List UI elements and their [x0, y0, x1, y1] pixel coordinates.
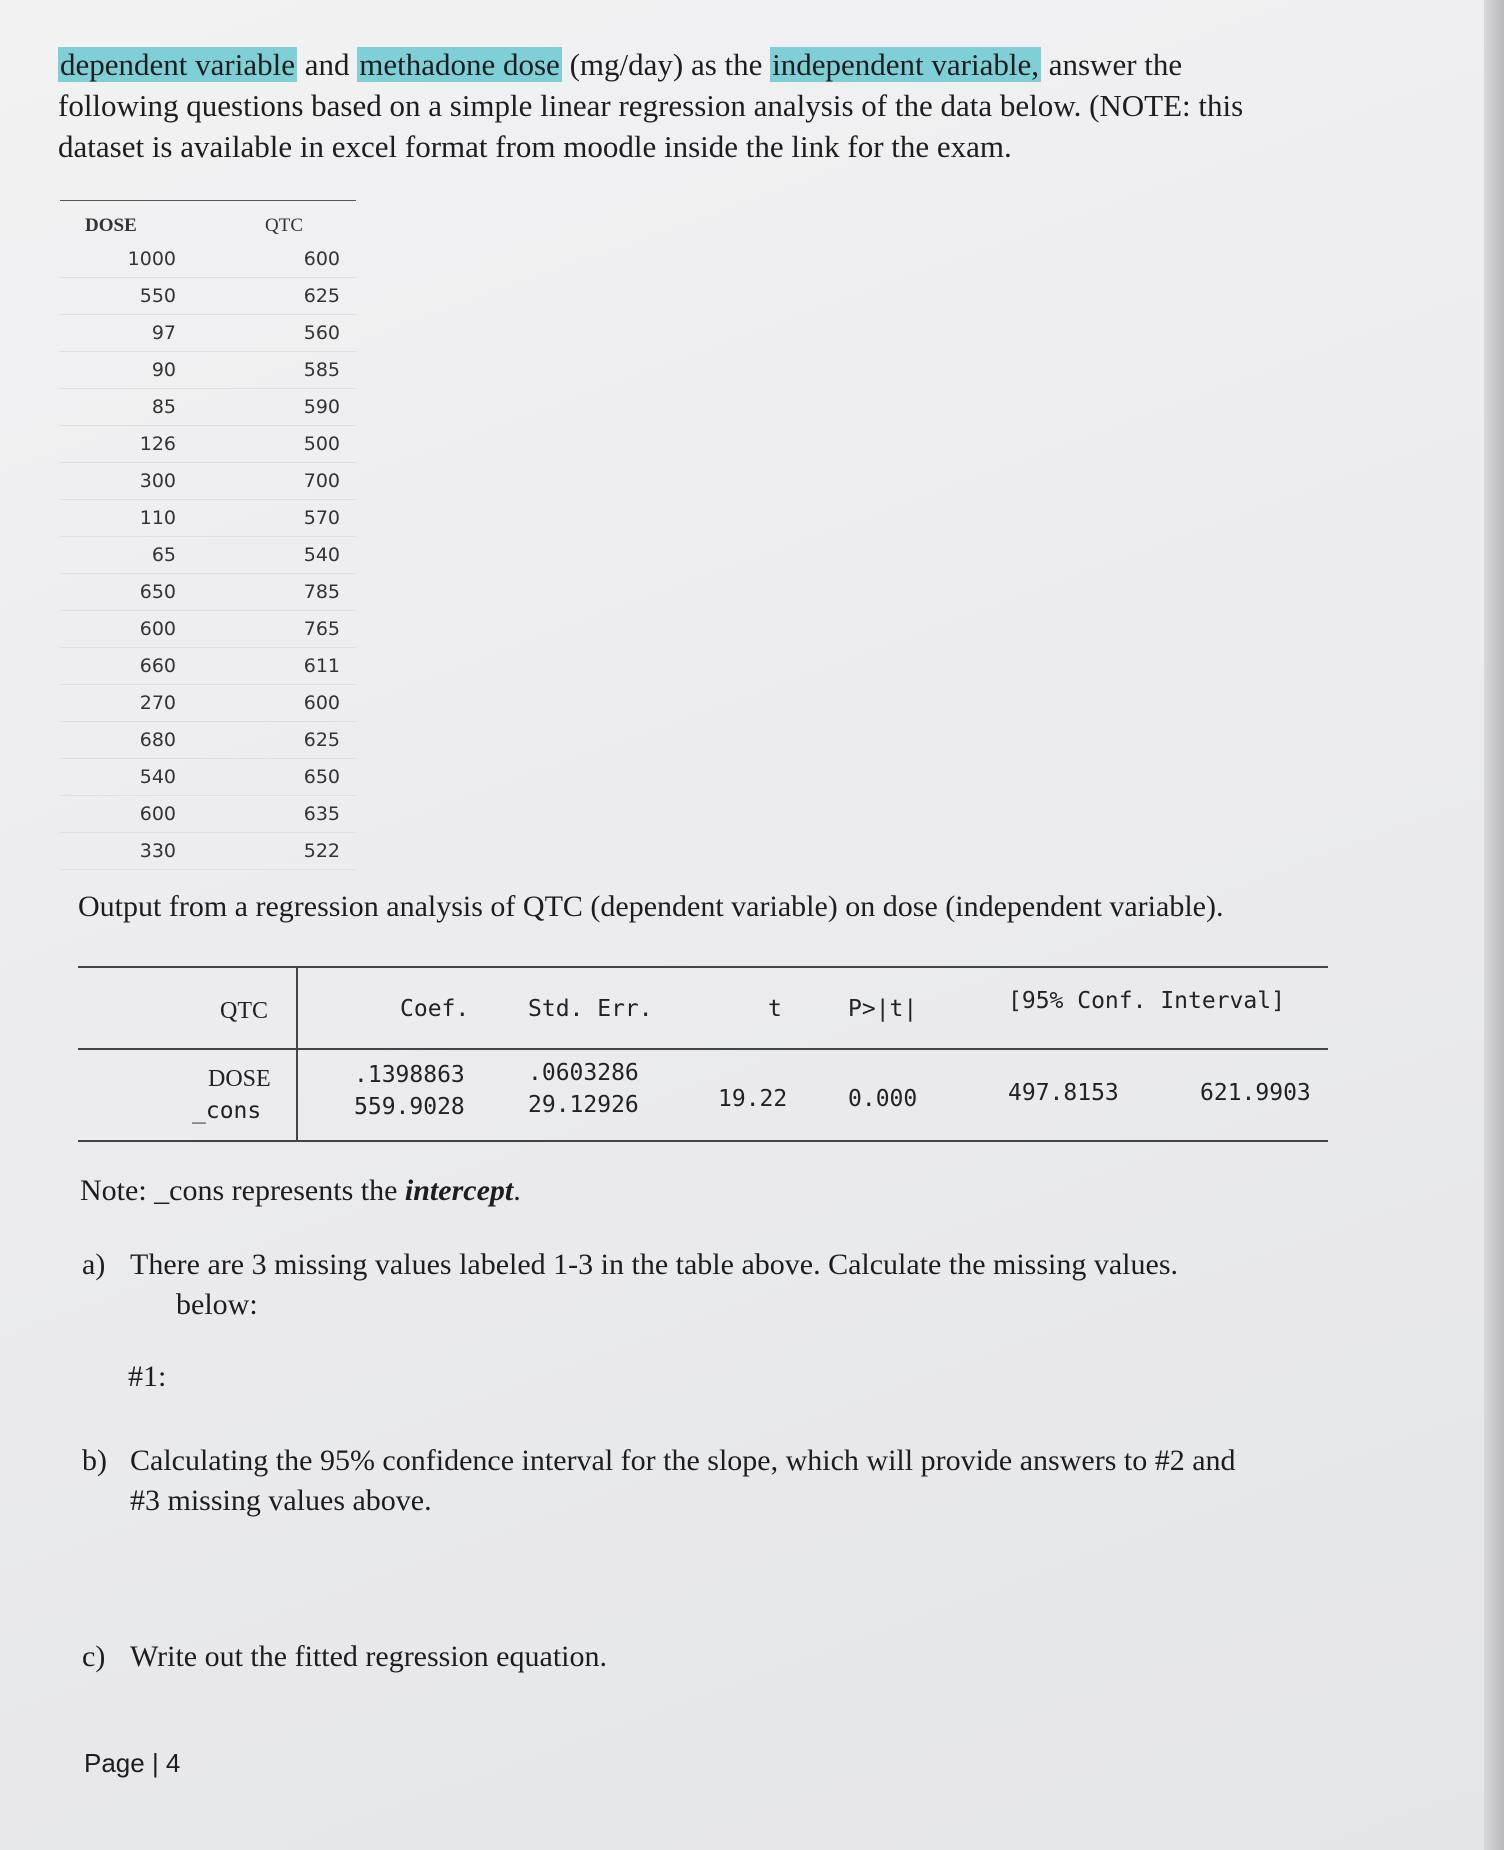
data-table-body [60, 241, 356, 870]
page-footer: Page | 4 [84, 1748, 181, 1778]
table-rule-top [78, 966, 1328, 968]
table-row [60, 426, 356, 463]
intro-text: and [296, 47, 358, 82]
qtc-cell: 522 [303, 840, 340, 862]
intro-paragraph [58, 44, 1288, 167]
qtc-cell: 611 [303, 655, 340, 677]
question-a-item-1: #1: [128, 1360, 167, 1393]
table-row [60, 241, 356, 278]
reg-header-t: t [768, 996, 782, 1022]
reg-row-cons-ci-high: 621.9903 [1200, 1080, 1311, 1106]
reg-row-cons-p: 0.000 [848, 1086, 918, 1112]
reg-row-cons-stderr: 29.12926 [528, 1092, 639, 1118]
question-a-text-cont: below: [176, 1288, 258, 1321]
dose-cell: 660 [139, 655, 176, 677]
reg-header-stderr: Std. Err. [528, 996, 653, 1022]
note-prefix: Note: _cons represents the [80, 1174, 405, 1207]
dose-cell: 97 [151, 322, 176, 344]
qtc-cell: 635 [303, 803, 340, 825]
question-a-text: There are 3 missing values labeled 1-3 in the table above. Calculate the missing values. [130, 1248, 1179, 1281]
dose-cell: 600 [139, 803, 176, 825]
dose-cell: 65 [151, 544, 176, 566]
qtc-cell: 500 [303, 433, 340, 455]
qtc-cell: 600 [303, 248, 340, 270]
table-row [60, 352, 356, 389]
qtc-cell: 650 [303, 766, 340, 788]
reg-row-cons-coef: 559.9028 [354, 1094, 465, 1120]
intro-text: (mg/day) as the [561, 47, 771, 82]
qtc-cell: 625 [303, 285, 340, 307]
table-row [60, 500, 356, 537]
reg-row-cons-name: _cons [192, 1098, 262, 1124]
table-row [60, 463, 356, 500]
note-emphasis: intercept [404, 1174, 514, 1207]
table-row [60, 796, 356, 833]
table-rule-middle [78, 1048, 1328, 1050]
table-row [60, 648, 356, 685]
qtc-cell: 625 [303, 729, 340, 751]
dose-cell: 1000 [127, 248, 176, 270]
qtc-cell: 600 [303, 692, 340, 714]
question-b-label: b) [82, 1444, 107, 1477]
header-dose: DOSE [85, 215, 137, 236]
dose-cell: 550 [139, 285, 176, 307]
table-row [60, 537, 356, 574]
table-row [60, 759, 356, 796]
dose-cell: 126 [139, 433, 176, 455]
qtc-cell: 560 [303, 322, 340, 344]
reg-dep-var: QTC [220, 998, 268, 1024]
note [80, 1174, 521, 1208]
dose-cell: 330 [139, 840, 176, 862]
data-table [60, 200, 356, 870]
dose-cell: 600 [139, 618, 176, 640]
dose-cell: 540 [139, 766, 176, 788]
reg-header-coef: Coef. [400, 996, 470, 1022]
qtc-cell: 765 [303, 618, 340, 640]
qtc-cell: 590 [303, 396, 340, 418]
table-row [60, 722, 356, 759]
highlight-independent: independent variable, [772, 47, 1039, 82]
table-row [60, 833, 356, 870]
note-suffix: . [513, 1174, 521, 1207]
question-a-label: a) [82, 1248, 106, 1281]
question-b-text-cont: #3 missing values above. [130, 1484, 432, 1517]
highlight-dependent: dependent variable [60, 47, 295, 82]
qtc-cell: 585 [303, 359, 340, 381]
regression-heading: Output from a regression analysis of QTC (dependent variable) on dose (independent variable). [78, 890, 1224, 923]
reg-row-cons-ci-low: 497.8153 [1008, 1080, 1119, 1106]
dose-cell: 85 [151, 396, 176, 418]
table-rule-vertical [296, 968, 298, 1140]
qtc-cell: 540 [303, 544, 340, 566]
highlight-methadone: methadone dose [359, 47, 560, 82]
reg-header-p: P>|t| [848, 996, 918, 1022]
table-row [60, 389, 356, 426]
reg-row-dose-name: DOSE [208, 1066, 271, 1092]
reg-header-ci: [95% Conf. Interval] [1008, 988, 1285, 1014]
dose-cell: 90 [151, 359, 176, 381]
table-row [60, 574, 356, 611]
table-row [60, 278, 356, 315]
reg-row-dose-stderr: .0603286 [528, 1060, 639, 1086]
page-edge [1484, 0, 1504, 1850]
data-table-header [60, 201, 356, 241]
reg-row-cons-t: 19.22 [718, 1086, 788, 1112]
table-row [60, 315, 356, 352]
table-row [60, 685, 356, 722]
qtc-cell: 785 [303, 581, 340, 603]
dose-cell: 650 [139, 581, 176, 603]
question-c-text: Write out the fitted regression equation. [130, 1640, 607, 1673]
dose-cell: 110 [139, 507, 176, 529]
question-c-label: c) [82, 1640, 106, 1673]
qtc-cell: 570 [303, 507, 340, 529]
qtc-cell: 700 [303, 470, 340, 492]
table-rule-bottom [78, 1140, 1328, 1142]
question-b-text: Calculating the 95% confidence interval for the slope, which will provide answers to #2 and [130, 1444, 1236, 1477]
regression-output-table [78, 962, 1328, 1144]
reg-row-dose-coef: .1398863 [354, 1062, 465, 1088]
table-row [60, 611, 356, 648]
dose-cell: 270 [139, 692, 176, 714]
dose-cell: 680 [139, 729, 176, 751]
header-qtc: QTC [265, 215, 303, 236]
dose-cell: 300 [139, 470, 176, 492]
intro-text: answer the following questions based on a simple linear regression analysis of the data below. (NOTE: this dataset is available in excel format from moodle inside the link for the exam. [58, 47, 1244, 164]
